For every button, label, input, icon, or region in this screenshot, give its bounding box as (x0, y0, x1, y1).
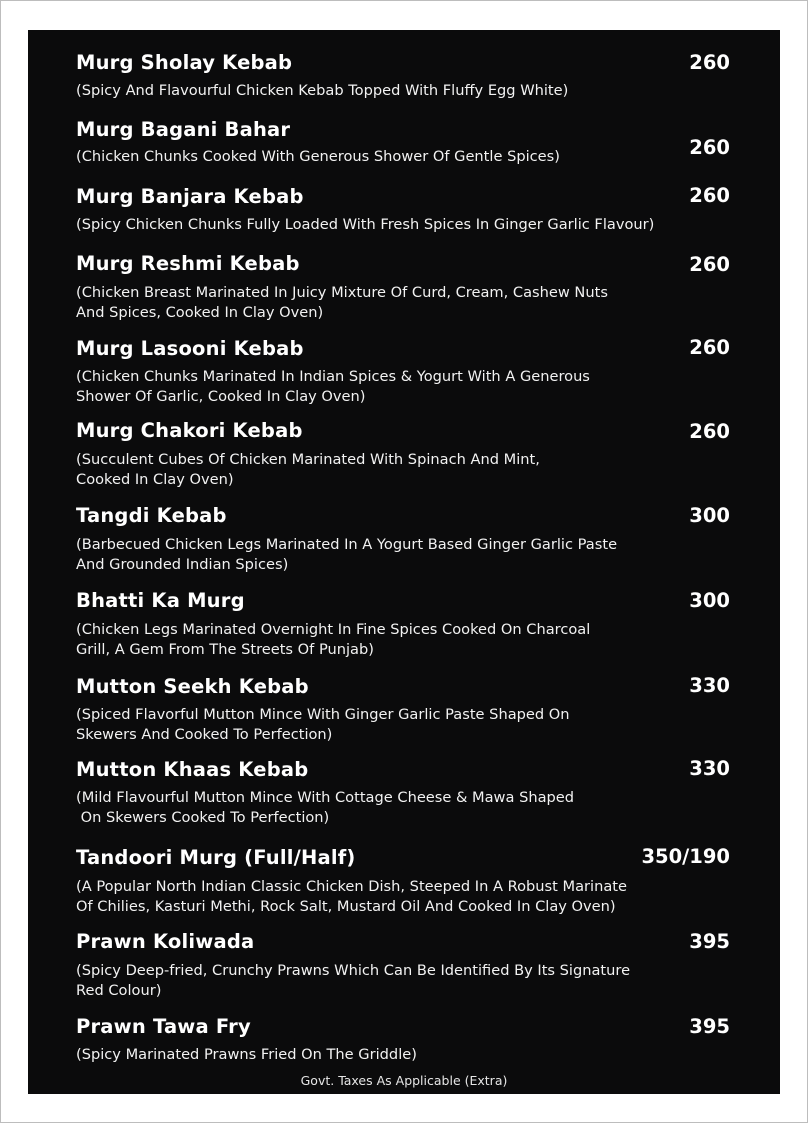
item-name: Murg Banjara Kebab (76, 185, 304, 208)
item-price: 260 (689, 336, 730, 359)
item-price: 330 (689, 674, 730, 697)
item-name: Murg Lasooni Kebab (76, 337, 304, 360)
item-price: 395 (689, 930, 730, 953)
item-price: 300 (689, 589, 730, 612)
item-name: Bhatti Ka Murg (76, 589, 245, 612)
item-description: (Spicy And Flavourful Chicken Kebab Topped With Fluffy Egg White) (76, 82, 569, 99)
item-description: (Spicy Marinated Prawns Fried On The Griddle) (76, 1046, 417, 1063)
menu-panel (28, 30, 780, 1094)
item-price: 260 (689, 420, 730, 443)
item-description: (Spiced Flavorful Mutton Mince With Ginger Garlic Paste Shaped On Skewers And Cooked To Perfection) (76, 706, 570, 743)
item-description: (Spicy Chicken Chunks Fully Loaded With Fresh Spices In Ginger Garlic Flavour) (76, 216, 655, 233)
item-name: Murg Reshmi Kebab (76, 252, 300, 275)
item-price: 260 (689, 184, 730, 207)
item-name: Mutton Seekh Kebab (76, 675, 309, 698)
item-price: 300 (689, 504, 730, 527)
tax-footnote: Govt. Taxes As Applicable (Extra) (300, 1073, 508, 1088)
item-name: Prawn Koliwada (76, 930, 255, 953)
item-description: (Barbecued Chicken Legs Marinated In A Yogurt Based Ginger Garlic Paste And Grounded Indian Spices) (76, 536, 618, 573)
item-name: Murg Sholay Kebab (76, 51, 293, 74)
item-description: (Chicken Breast Marinated In Juicy Mixture Of Curd, Cream, Cashew Nuts And Spices, Cooked In Clay Oven) (76, 284, 608, 321)
item-description: (Chicken Chunks Cooked With Generous Shower Of Gentle Spices) (76, 148, 560, 165)
item-name: Tandoori Murg (Full/Half) (76, 846, 356, 869)
item-description: (A Popular North Indian Classic Chicken Dish, Steeped In A Robust Marinate Of Chilies, Kasturi Methi, Rock Salt, Mustard Oil And Cooked In Clay Oven) (76, 878, 627, 915)
item-price: 330 (689, 757, 730, 780)
item-description: (Spicy Deep-fried, Crunchy Prawns Which Can Be Identified By Its Signature Red Colour) (76, 962, 631, 999)
item-description: (Chicken Chunks Marinated In Indian Spices & Yogurt With A Generous Shower Of Garlic, Cooked In Clay Oven) (76, 368, 590, 405)
item-name: Tangdi Kebab (76, 504, 227, 527)
item-description: (Mild Flavourful Mutton Mince With Cottage Cheese & Mawa Shaped On Skewers Cooked To Perfection) (76, 789, 575, 826)
item-name: Prawn Tawa Fry (76, 1015, 251, 1038)
item-price: 260 (689, 51, 730, 74)
item-name: Murg Bagani Bahar (76, 118, 291, 141)
item-price: 260 (689, 253, 730, 276)
item-price: 260 (689, 136, 730, 159)
item-description: (Succulent Cubes Of Chicken Marinated With Spinach And Mint, Cooked In Clay Oven) (76, 451, 540, 488)
item-price: 395 (689, 1015, 730, 1038)
item-price: 350/190 (641, 845, 730, 868)
item-name: Mutton Khaas Kebab (76, 758, 309, 781)
item-name: Murg Chakori Kebab (76, 419, 303, 442)
item-description: (Chicken Legs Marinated Overnight In Fine Spices Cooked On Charcoal Grill, A Gem From The Streets Of Punjab) (76, 621, 591, 658)
